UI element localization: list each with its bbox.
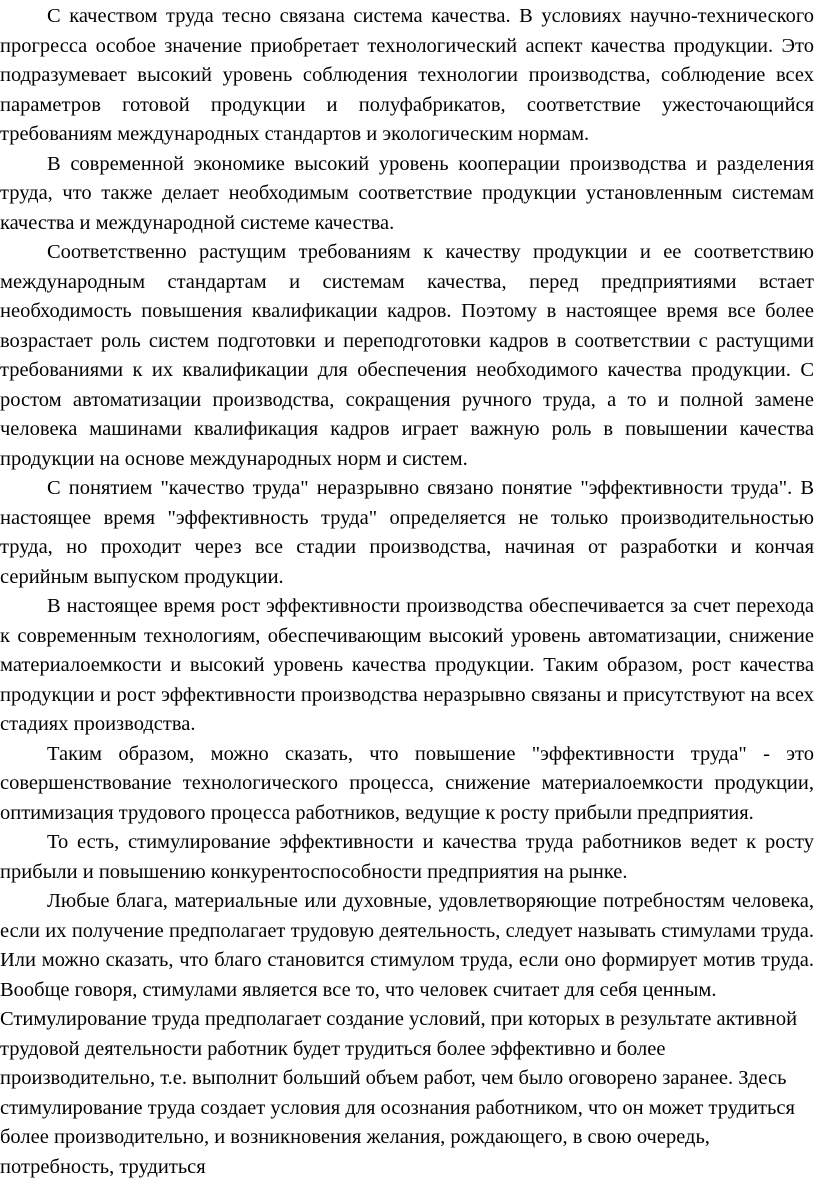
paragraph-cooperation: В современной экономике высокий уровень кооперации производства и разделения труда, что также делает необходимым соответствие продукции установленным системам качества и международной системе качества. [0, 152, 814, 234]
paragraph-qualification: Соответственно растущим требованиям к качеству продукции и ее соответствию международным стандартам и системам качества, перед предприятиями встает необходимость повышения квалификации кадров. Поэтому в настоящее время все более возрастает роль систем подготовки и переподготовки кадров в соответствии с растущими требованиями к их квалификации для обеспечения необходимого качества продукции. С ростом автоматизации производства, сокращения ручного труда, а то и полной замене человека машинами квалификация кадров играет важную роль в повышении качества продукции на основе международных норм и систем. [0, 241, 814, 470]
paragraph-labor-incentives: Любые блага, материальные или духовные, удовлетворяющие потребностям человека, если их получение предполагает трудовую деятельность, следует называть стимулами труда. Или можно сказать, что благо становится стимулом труда, если оно формирует мотив труда. Вообще говоря, стимулами является все то, что человек считает для себя ценным. [0, 890, 814, 1001]
paragraph-stimulation-profit: То есть, стимулирование эффективности и качества труда работников ведет к росту прибыли и повышению конкурентоспособности предприятия на рынке. [0, 831, 814, 883]
paragraph-efficiency-definition: Таким образом, можно сказать, что повышение "эффективности труда" - это совершенствование технологического процесса, снижение материалоемкости продукции, оптимизация трудового процесса работников, ведущие к росту прибыли предприятия. [0, 742, 814, 824]
paragraph-production-efficiency: В настоящее время рост эффективности производства обеспечивается за счет перехода к современным технологиям, обеспечивающим высокий уровень автоматизации, снижение материалоемкости и высокий уровень качества продукции. Таким образом, рост качества продукции и рост эффективности производства неразрывно связаны и присутствуют на всех стадиях производства. [0, 595, 814, 735]
paragraph-labor-efficiency: С понятием "качество труда" неразрывно связано понятие "эффективности труда". В настоящее время "эффективность труда" определяется не только производительностью труда, но проходит через все стадии производства, начиная от разработки и кончая серийным выпуском продукции. [0, 477, 814, 588]
paragraph-stimulation-conditions: Стимулирование труда предполагает создание условий, при которых в результате активной трудовой деятельности работник будет трудиться более эффективно и более производительно, т.е. выполнит больший объем работ, чем было оговорено заранее. Здесь стимулирование труда создает условия для осознания работником, что он может трудиться более производительно, и возникновения желания, рождающего, в свою очередь, потребность, трудиться [0, 1008, 798, 1178]
paragraph-quality-system: С качеством труда тесно связана система качества. В условиях научно-технического прогресса особое значение приобретает технологический аспект качества продукции. Это подразумевает высокий уровень соблюдения технологии производства, соблюдение всех параметров готовой продукции и полуфабрикатов, соответствие ужесточающийся требованиям международных стандартов и экологическим нормам. [0, 5, 814, 145]
